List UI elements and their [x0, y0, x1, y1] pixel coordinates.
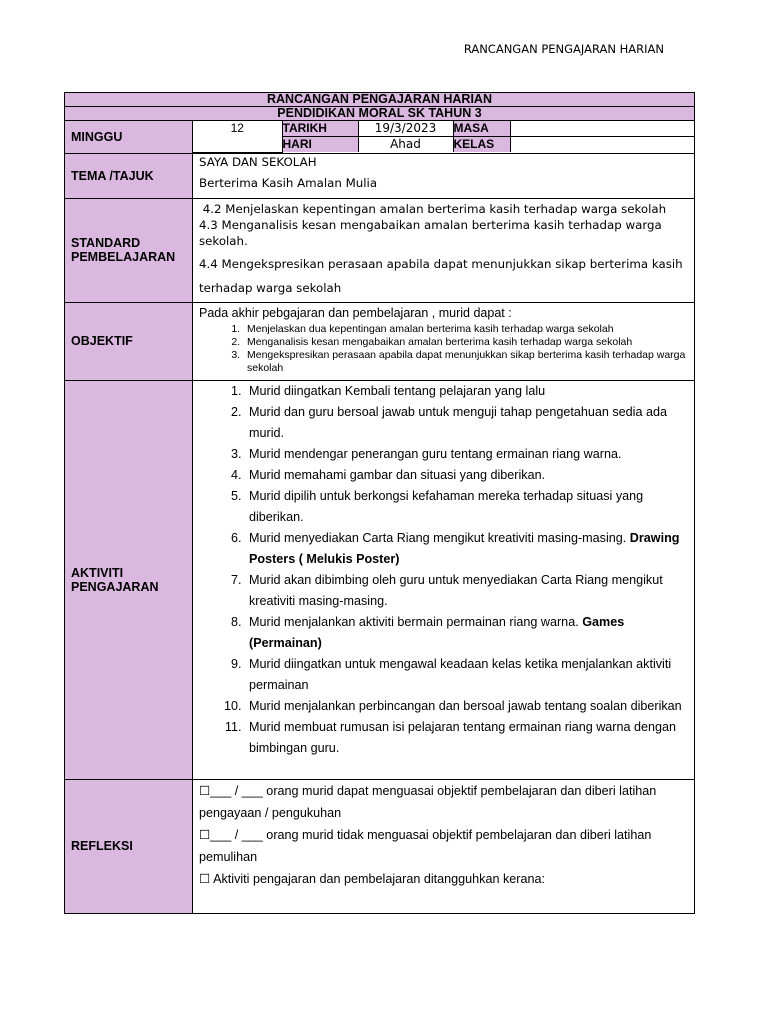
kelas-value [510, 137, 694, 153]
standard-row [65, 198, 695, 302]
aktiviti-item: 3. Murid mendengar penerangan guru tentang ermainan riang warna. [245, 444, 688, 465]
standard-cell [193, 198, 695, 302]
masa-value [510, 121, 694, 137]
aktiviti-item: 7. Murid akan dibimbing oleh guru untuk menyediakan Carta Riang mengikut kreativiti masing-masing. [245, 570, 688, 612]
kelas-label: KELAS [453, 137, 510, 153]
lesson-plan-table [64, 92, 695, 914]
objektif-list [199, 323, 688, 375]
meta-cell [193, 121, 695, 154]
objektif-item: 1. Menjelaskan dua kepentingan amalan berterima kasih terhadap warga sekolah [243, 323, 688, 336]
tema-label: TEMA /TAJUK [65, 153, 193, 198]
aktiviti-row [65, 380, 695, 779]
aktiviti-item: 1. Murid diingatkan Kembali tentang pelajaran yang lalu [245, 381, 688, 402]
objektif-label: OBJEKTIF [65, 302, 193, 380]
aktiviti-item: 10. Murid menjalankan perbincangan dan bersoal jawab tentang soalan diberikan [245, 696, 688, 717]
tema-value: SAYA DAN SEKOLAH [199, 154, 317, 169]
title-row [65, 93, 695, 107]
page-header: RANCANGAN PENGAJARAN HARIAN [463, 42, 664, 56]
minggu-value: 12 [193, 121, 282, 152]
refleksi-label: REFLEKSI [65, 779, 193, 913]
aktiviti-item: 4. Murid memahami gambar dan situasi yang diberikan. [245, 465, 688, 486]
refleksi-line-1: ☐___ / ___ orang murid dapat menguasai objektif pembelajaran dan diberi latihan pengayaan / pengukuhan [199, 783, 657, 820]
tarikh-value: 19/3/2023 [358, 121, 453, 137]
minggu-row [65, 121, 695, 154]
meta-table [193, 121, 694, 153]
hari-value: Ahad [358, 137, 453, 153]
objektif-lead: Pada akhir pebgajaran dan pembelajaran , murid dapat : [199, 305, 512, 320]
standard-label: STANDARD PEMBELAJARAN [65, 198, 193, 302]
tarikh-label: TARIKH [282, 121, 358, 137]
aktiviti-item: 6. Murid menyediakan Carta Riang mengikut kreativiti masing-masing. Drawing Posters ( Melukis Poster) [245, 528, 688, 570]
aktiviti-item: 8. Murid menjalankan aktiviti bermain permainan riang warna. Games (Permainan) [245, 612, 688, 654]
standard-line-3: 4.4 Mengekspresikan perasaan apabila dapat menunjukkan sikap berterima kasih terhadap warga sekolah [199, 256, 683, 295]
aktiviti-item: 9. Murid diingatkan untuk mengawal keadaan kelas ketika menjalankan aktiviti permainan [245, 654, 688, 696]
aktiviti-label: AKTIVITI PENGAJARAN [65, 380, 193, 779]
tema-row [65, 153, 695, 198]
subtitle-row [65, 107, 695, 121]
aktiviti-item: 11. Murid membuat rumusan isi pelajaran tentang ermainan riang warna dengan bimbingan guru. [245, 717, 688, 759]
hari-label: HARI [282, 137, 358, 153]
refleksi-line-3: ☐ Aktiviti pengajaran dan pembelajaran ditangguhkan kerana: [199, 871, 545, 886]
document-subtitle: PENDIDIKAN MORAL SK TAHUN 3 [65, 107, 695, 121]
aktiviti-item: 5. Murid dipilih untuk berkongsi kefahaman mereka terhadap situasi yang diberikan. [245, 486, 688, 528]
masa-label: MASA [453, 121, 510, 137]
standard-line-2: 4.3 Menganalisis kesan mengabaikan amalan berterima kasih terhadap warga sekolah. [199, 217, 662, 248]
objektif-item: 3. Mengekspresikan perasaan apabila dapat menunjukkan sikap berterima kasih terhadap warga sekolah [243, 349, 688, 375]
minggu-label: MINGGU [65, 121, 193, 154]
objektif-item: 2. Menganalisis kesan mengabaikan amalan berterima kasih terhadap warga sekolah [243, 336, 688, 349]
document-title: RANCANGAN PENGAJARAN HARIAN [65, 93, 695, 107]
aktiviti-item: 2. Murid dan guru bersoal jawab untuk menguji tahap pengetahuan sedia ada murid. [245, 402, 688, 444]
refleksi-row [65, 779, 695, 913]
tema-cell [193, 153, 695, 198]
objektif-cell [193, 302, 695, 380]
refleksi-line-2: ☐___ / ___ orang murid tidak menguasai objektif pembelajaran dan diberi latihan pemulihan [199, 827, 652, 864]
aktiviti-cell [193, 380, 695, 779]
aktiviti-list [199, 381, 688, 759]
refleksi-cell [193, 779, 695, 913]
objektif-row [65, 302, 695, 380]
standard-line-1: 4.2 Menjelaskan kepentingan amalan berterima kasih terhadap warga sekolah [199, 201, 667, 216]
tajuk-value: Berterima Kasih Amalan Mulia [199, 175, 378, 190]
